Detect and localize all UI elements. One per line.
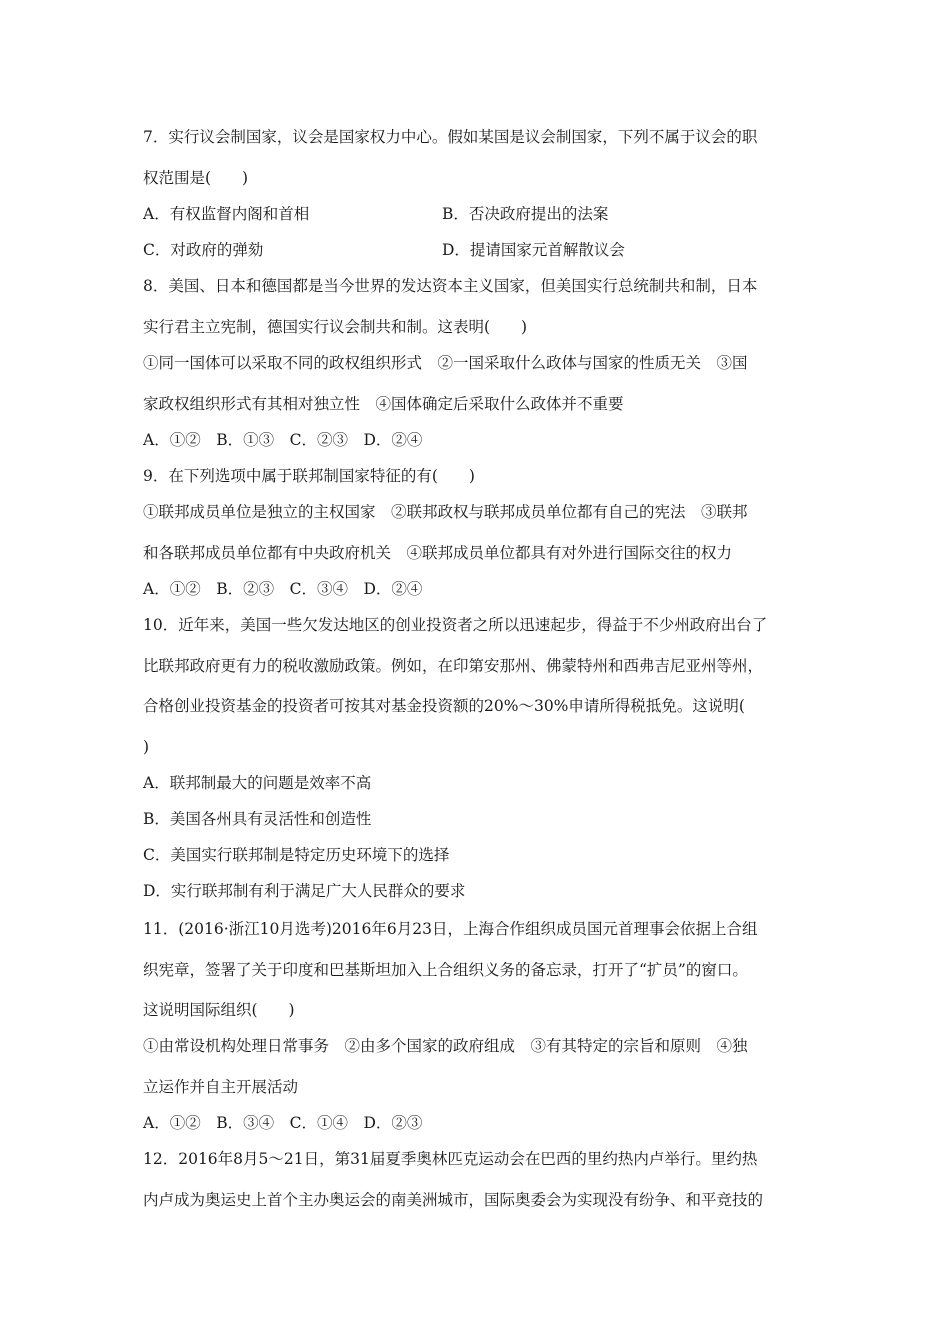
q10-option-d: D．实行联邦制有利于满足广大人民群众的要求 — [143, 882, 466, 900]
q11-stem-line-4: ①由常设机构处理日常事务 ②由多个国家的政府组成 ③有其特定的宗旨和原则 ④独 — [143, 1037, 748, 1055]
q11-stem-line-2: 织宪章，签署了关于印度和巴基斯坦加入上合组织义务的备忘录，打开了“扩员”的窗口。 — [143, 961, 748, 979]
q8-stem-line-4: 家政权组织形式有其相对独立性 ④国体确定后采取什么政体并不重要 — [143, 395, 624, 413]
q9-stem-line-1: 9．在下列选项中属于联邦制国家特征的有( ) — [143, 467, 475, 485]
q7-option-d: D．提请国家元首解散议会 — [442, 241, 625, 259]
q10-stem-line-2: 比联邦政府更有力的税收激励政策。例如，在印第安那州、佛蒙特州和西弗吉尼亚州等州， — [143, 657, 764, 675]
q12-stem-line-1: 12．2016年8月5～21日，第31届夏季奥林匹克运动会在巴西的里约热内卢举行。里约热 — [143, 1150, 758, 1168]
q10-stem-line-3: 合格创业投资基金的投资者可按其对基金投资额的20%～30%申请所得税抵免。这说明( — [143, 697, 745, 715]
q7-option-a: A．有权监督内阁和首相 — [143, 205, 310, 223]
q9-stem-line-3: 和各联邦成员单位都有中央政府机关 ④联邦成员单位都具有对外进行国际交往的权力 — [143, 544, 733, 562]
q9-stem-line-2: ①联邦成员单位是独立的主权国家 ②联邦政权与联邦成员单位都有自己的宪法 ③联邦 — [143, 503, 748, 521]
q11-stem-line-5: 立运作并自主开展活动 — [143, 1078, 299, 1096]
q8-stem-line-3: ①同一国体可以采取不同的政权组织形式 ②一国采取什么政体与国家的性质无关 ③国 — [143, 354, 748, 372]
q7-stem-line-1: 7．实行议会制国家，议会是国家权力中心。假如某国是议会制国家，下列不属于议会的职 — [143, 128, 758, 146]
q7-stem-line-2: 权范围是( ) — [143, 169, 249, 187]
q7-option-b: B．否决政府提出的法案 — [442, 205, 609, 223]
q11-stem-line-3: 这说明国际组织( ) — [143, 1001, 295, 1019]
q8-stem-line-1: 8．美国、日本和德国都是当今世界的发达资本主义国家，但美国实行总统制共和制，日本 — [143, 277, 758, 295]
q8-options: A．①② B．①③ C．②③ D．②④ — [143, 431, 423, 449]
q8-stem-line-2: 实行君主立宪制，德国实行议会制共和制。这表明( ) — [143, 318, 528, 336]
q9-options: A．①② B．②③ C．③④ D．②④ — [143, 580, 423, 598]
q10-stem-line-4: ) — [143, 738, 150, 756]
q12-stem-line-2: 内卢成为奥运史上首个主办奥运会的南美洲城市，国际奥委会为实现没有纷争、和平竞技的 — [143, 1191, 764, 1209]
q7-option-c: C．对政府的弹劾 — [143, 241, 264, 259]
q11-stem-line-1: 11．(2016·浙江10月选考)2016年6月23日，上海合作组织成员国元首理事会依据上合组 — [143, 920, 758, 938]
q11-options: A．①② B．③④ C．①④ D．②③ — [143, 1114, 423, 1132]
q10-option-c: C．美国实行联邦制是特定历史环境下的选择 — [143, 846, 450, 864]
q10-stem-line-1: 10．近年来，美国一些欠发达地区的创业投资者之所以迅速起步，得益于不少州政府出台了 — [143, 616, 768, 634]
q10-option-a: A．联邦制最大的问题是效率不高 — [143, 774, 372, 792]
q10-option-b: B．美国各州具有灵活性和创造性 — [143, 810, 372, 828]
